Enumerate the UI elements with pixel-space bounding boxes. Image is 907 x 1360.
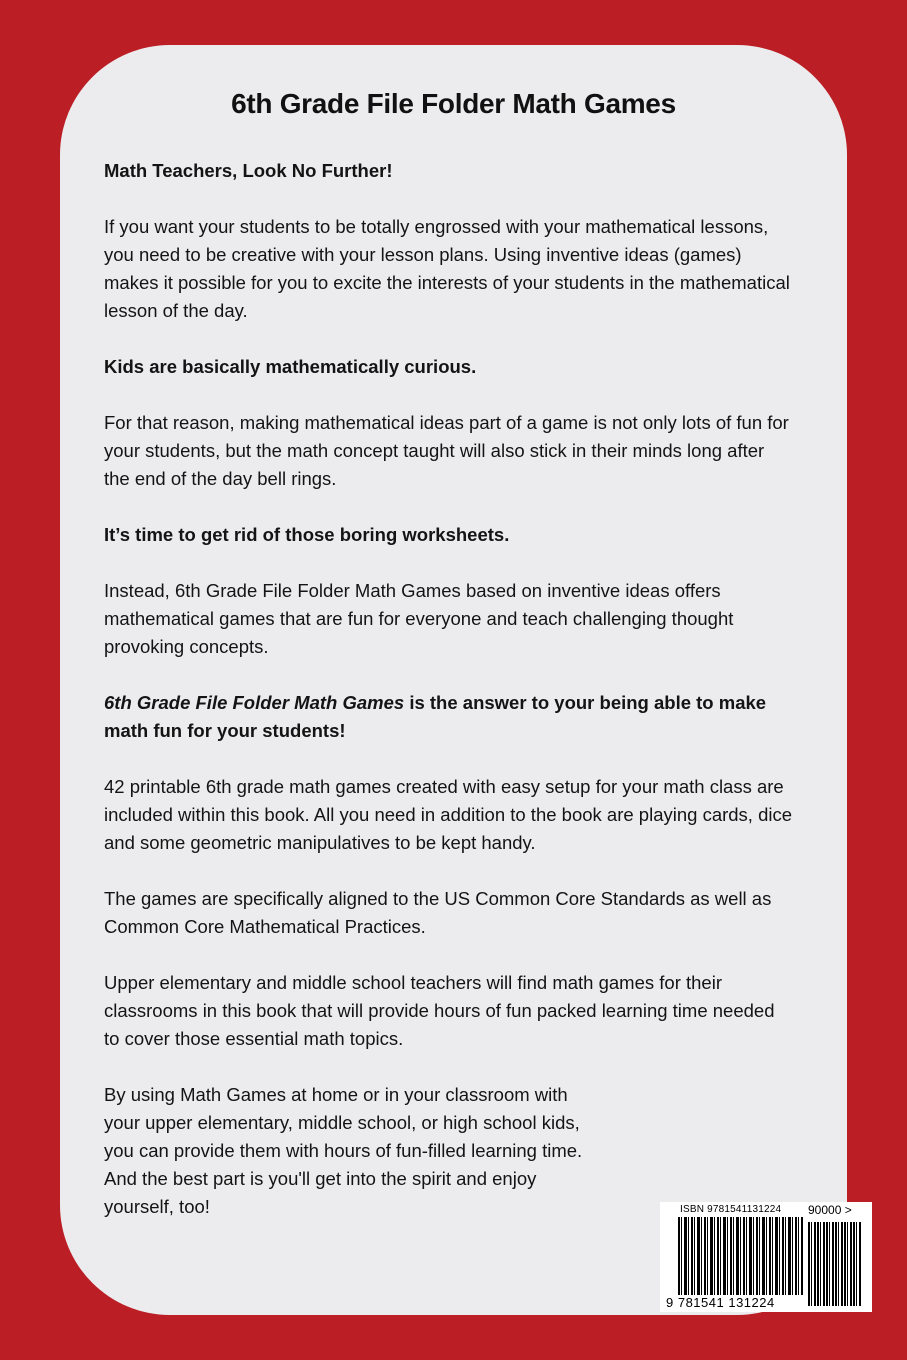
headline-paragraph: Math Teachers, Look No Further! — [104, 160, 393, 181]
standards-paragraph: The games are specifically aligned to the US Common Core Standards as well as Common Core Mathematical Practices. — [104, 888, 772, 937]
price-code: 90000 > — [808, 1203, 852, 1217]
barcode-addon-bars — [808, 1222, 862, 1306]
answer-book-title: 6th Grade File Folder Math Games — [104, 692, 405, 713]
teachers-paragraph: Upper elementary and middle school teachers will find math games for their classrooms in this book that will provide hours of fun packed learning time needed to cover those essential math topics. — [104, 972, 775, 1049]
games-count-paragraph: 42 printable 6th grade math games created with easy setup for your math class are included within this book. All you need in addition to the book are playing cards, dice and some geometric manipulatives to be kept handy. — [104, 776, 793, 853]
isbn-barcode — [660, 1202, 872, 1312]
isbn-label: ISBN 9781541131224 — [680, 1204, 782, 1215]
reason-paragraph: For that reason, making mathematical ideas part of a game is not only lots of fun for your students, but the math concept taught will also stick in their minds long after the end of the day bell rings. — [104, 412, 789, 489]
home-paragraph: By using Math Games at home or in your classroom with your upper elementary, middle school, or high school kids, you can provide them with hours of fun-filled learning time. And the best part is you'll get into the spirit and enjoy yourself, too! — [104, 1084, 583, 1217]
isbn-digits: 9 781541 131224 — [666, 1295, 775, 1310]
worksheets-paragraph: It’s time to get rid of those boring worksheets. — [104, 524, 510, 545]
answer-paragraph — [104, 689, 794, 745]
barcode-bars — [678, 1217, 803, 1295]
intro-paragraph: If you want your students to be totally engrossed with your mathematical lessons, you need to be creative with your lesson plans. Using inventive ideas (games) makes it possible for you to excite the interests of your students in the mathematical lesson of the day. — [104, 216, 790, 321]
instead-paragraph: Instead, 6th Grade File Folder Math Games based on inventive ideas offers mathematical games that are fun for everyone and teach challenging thought provoking concepts. — [104, 580, 734, 657]
curious-paragraph: Kids are basically mathematically curious. — [104, 356, 477, 377]
answer-text: is the answer to your being able to make math fun for your students! — [104, 692, 767, 741]
book-title: 6th Grade File Folder Math Games — [231, 88, 676, 119]
description-body — [104, 157, 794, 1249]
